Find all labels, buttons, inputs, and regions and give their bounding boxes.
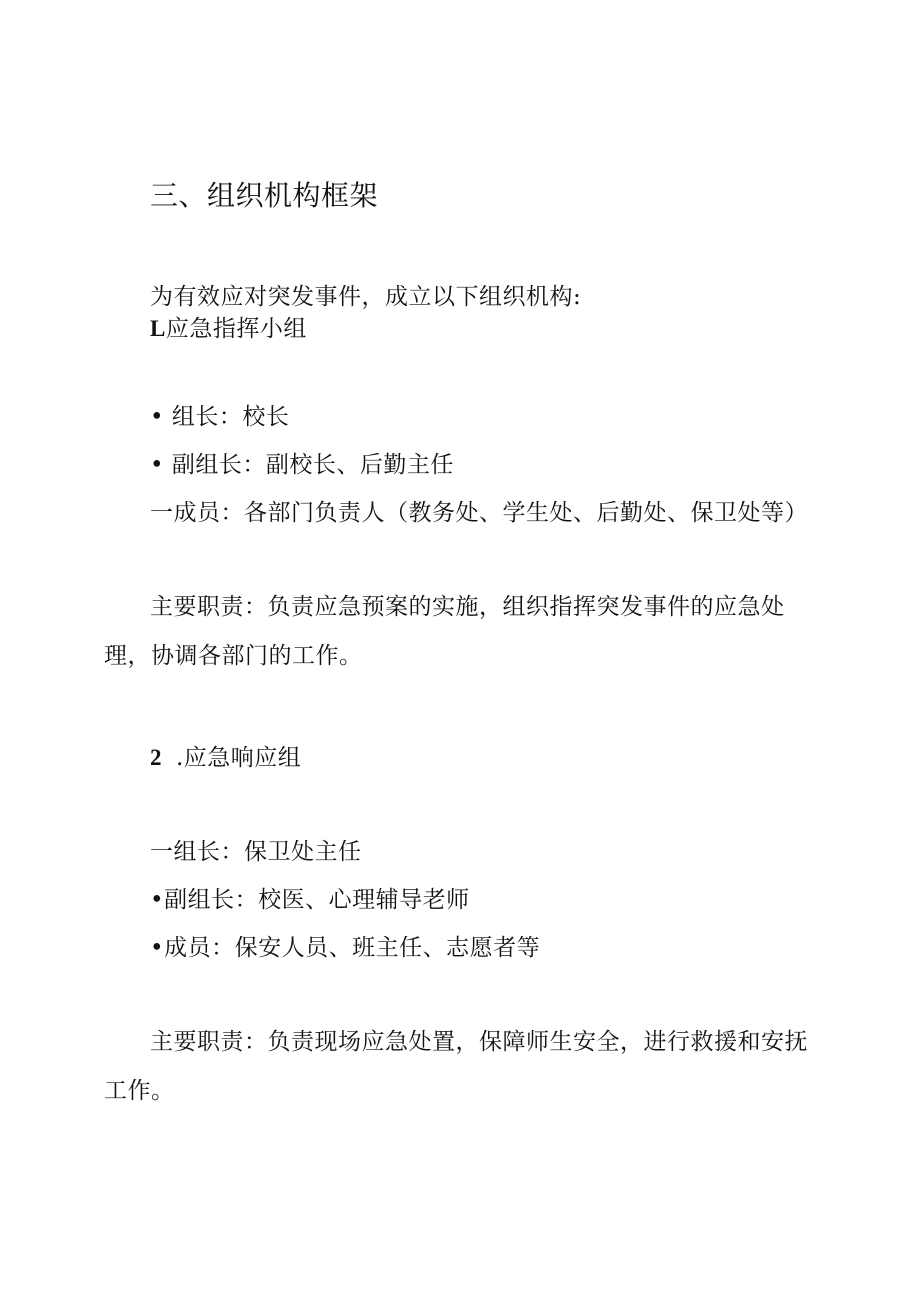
group1-members: 一成员：各部门负责人（教务处、学生处、后勤处、保卫处等） bbox=[150, 500, 808, 526]
group2-deputy: •副组长：校医、心理辅导老师 bbox=[150, 887, 470, 913]
group1-duty-line2: 理，协调各部门的工作。 bbox=[104, 643, 363, 669]
group2-duty-line2: 工作。 bbox=[104, 1078, 175, 1104]
group2-duty-line1: 主要职责：负责现场应急处置，保障师生安全，进行救援和安抚 bbox=[150, 1029, 808, 1055]
group2-heading bbox=[150, 743, 301, 773]
group1-number: L bbox=[150, 316, 166, 341]
intro-paragraph: 为有效应对突发事件，成立以下组织机构: bbox=[150, 284, 582, 310]
group2-number: 2 bbox=[150, 745, 162, 770]
group1-heading bbox=[150, 314, 307, 344]
group2-leader: 一组长：保卫处主任 bbox=[150, 839, 362, 865]
group1-duty-line1: 主要职责：负责应急预案的实施，组织指挥突发事件的应急处 bbox=[150, 594, 785, 620]
group1-deputy: • 副组长：副校长、后勤主任 bbox=[150, 452, 454, 478]
group2-members: •成员：保安人员、班主任、志愿者等 bbox=[150, 935, 541, 961]
group2-title: .应急响应组 bbox=[176, 745, 302, 771]
group1-title: 应急指挥小组 bbox=[165, 316, 307, 342]
group1-leader: • 组长：校长 bbox=[150, 404, 290, 430]
section-title: 三、组织机构框架 bbox=[150, 179, 379, 212]
